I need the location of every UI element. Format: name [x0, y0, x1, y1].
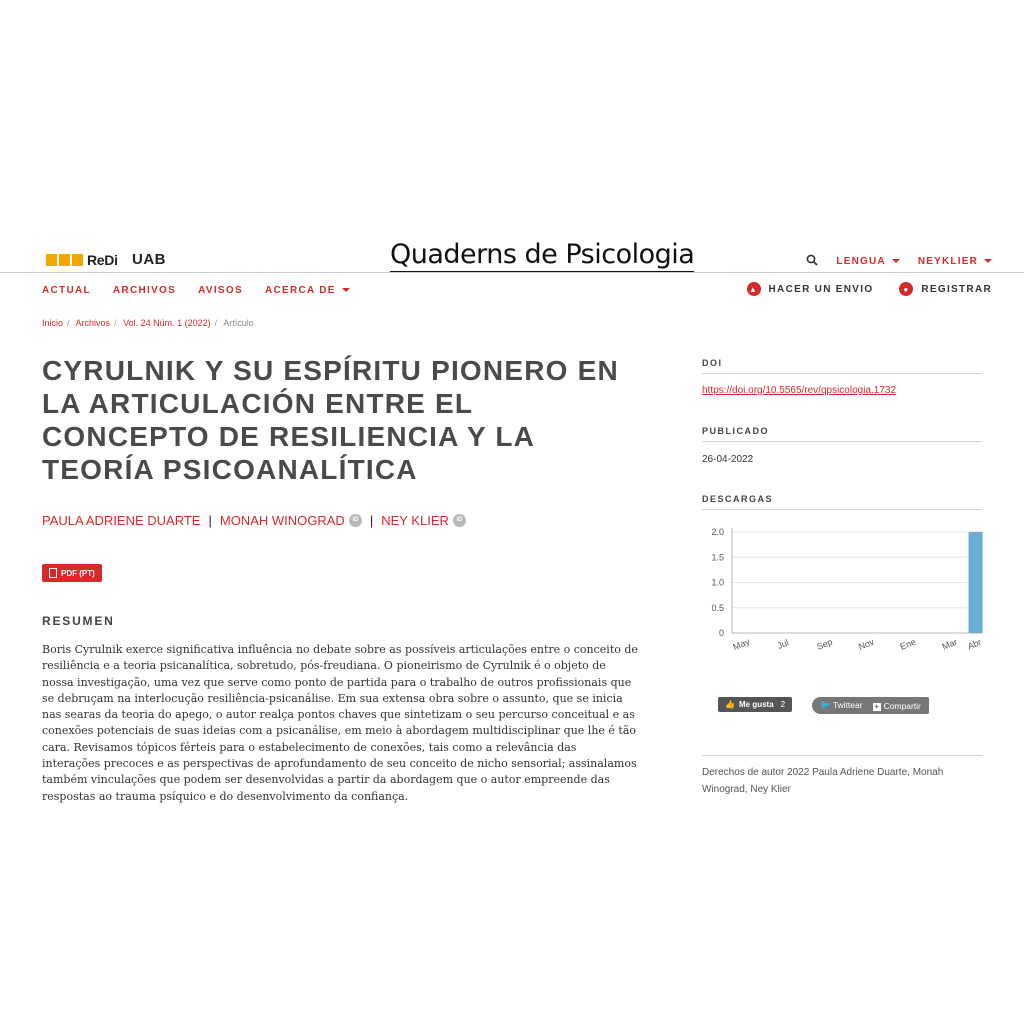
like-count: 2 — [780, 700, 786, 709]
chart-y-tick-label: 0 — [718, 628, 724, 638]
sidebar-divider — [702, 441, 982, 442]
downloads-label: DESCARGAS — [702, 494, 774, 504]
pdf-download-button[interactable] — [42, 564, 102, 582]
thumbs-up-icon: 👍 — [725, 700, 735, 709]
share-button[interactable] — [873, 701, 921, 711]
user-menu[interactable]: NEYKLIER — [918, 256, 992, 267]
pdf-button-label: PDF (PT) — [61, 568, 95, 578]
article-title: CYRULNIK Y SU ESPÍRITU PIONERO EN LA ARTICULACIÓN ENTRE EL CONCEPTO DE RESILIENCIA Y LA TEORÍA PSICOANALÍTICA — [42, 355, 619, 485]
top-right-menu — [806, 254, 992, 269]
doi-link[interactable]: https://doi.org/10.5565/rev/qpsicologia.1732 — [702, 385, 897, 396]
chart-y-tick-label: 2.0 — [711, 527, 724, 537]
search-icon[interactable] — [806, 254, 818, 269]
header-divider — [0, 272, 1024, 273]
abstract-container — [42, 642, 638, 806]
logo-square-icon — [72, 254, 83, 266]
user-icon: ● — [899, 282, 913, 296]
sidebar-divider — [702, 509, 982, 510]
author-name: PAULA ADRIENE DUARTE — [42, 513, 201, 528]
logo-square-icon — [46, 254, 57, 266]
like-label: Me gusta — [738, 700, 774, 709]
downloads-chart — [700, 520, 990, 670]
submit-link[interactable]: HACER UN ENVIO — [768, 283, 874, 295]
main-nav — [42, 285, 350, 296]
sidebar-divider — [702, 755, 982, 756]
author-name: NEY KLIER — [381, 513, 449, 528]
abstract-text: Boris Cyrulnik exerce significativa influência no debate sobre as possíveis articulações entre o conceito de resiliência e a teoria psicanalítica, sobretudo, pós-freudiana. O pioneirismo de Cyrulnik é o objeto de nossa investigação, uma vez que serve como ponto de partida para o trabalho de outros profissionais que se debruçam na interlocução resiliência-psicanálise. Em sua extensa obra sobre o assunto, que se inicia nas searas da teoria do apego, o autor realça pontos chaves que sintetizam o seu percurso conceitual e as conexões potenciais de suas ideias com a psicanálise, em meio à abordagem multidisciplinar que lhe é tão cara. Revisamos tópicos férteis para o estabelecimento de conexões, tais como a relevância das interações precoces e as perspectivas de aprofundamento de seu conceito de nicho sensorial; assinalamos também vinculações que podem ser desenvolvidas a partir da abordagem que o autor empreende das respostas ao trauma psíquico e do desenvolvimento da confiança. — [42, 643, 638, 803]
chart-y-tick-label: 1.5 — [711, 552, 724, 563]
site-title[interactable]: Quaderns de Psicologia — [390, 239, 695, 270]
user-nav — [747, 282, 992, 296]
sidebar-divider — [702, 373, 982, 374]
nav-item-actual[interactable]: ACTUAL — [42, 285, 91, 296]
breadcrumb-issue[interactable]: Vol. 24 Núm. 1 (2022) — [123, 318, 211, 328]
author-name: MONAH WINOGRAD — [219, 513, 345, 528]
tweet-button[interactable] — [820, 700, 863, 711]
breadcrumb-inicio[interactable]: Inicio — [42, 318, 64, 328]
share-label: Compartir — [883, 700, 921, 711]
twitter-bird-icon: 🐦 — [820, 700, 831, 710]
chart-y-tick-label: 1.0 — [711, 577, 724, 588]
submit-icon: ▲ — [747, 282, 761, 296]
nav-item-avisos[interactable]: AVISOS — [198, 285, 243, 296]
published-date: 26-04-2022 — [702, 454, 754, 465]
breadcrumb: Inicio / Archivos / Vol. 24 Núm. 1 (2022) / Artículo — [42, 318, 254, 328]
redi-logo[interactable] — [46, 252, 118, 268]
nav-item-archivos[interactable]: ARCHIVOS — [112, 285, 177, 296]
uab-logo[interactable]: UAB — [132, 251, 166, 268]
chart-x-tick-label: Ene — [898, 636, 918, 652]
pdf-file-icon — [49, 568, 57, 578]
chart-x-tick-label: Jul — [775, 637, 791, 652]
orcid-icon[interactable]: iD — [453, 514, 466, 527]
logo-square-icon — [59, 254, 70, 266]
chart-bar-abr — [969, 532, 983, 633]
author-list: PAULA ADRIENE DUARTE | MONAH WINOGRAD iD | NEY KLIER iD — [42, 513, 466, 528]
chart-x-tick-label: May — [731, 636, 752, 653]
published-label: PUBLICADO — [702, 426, 769, 436]
chart-x-tick-label: Sep — [815, 636, 834, 652]
copyright-text: Derechos de autor 2022 Paula Adriene Duarte, Monah Winograd, Ney Klier — [702, 767, 944, 795]
abstract-heading: RESUMEN — [42, 614, 115, 628]
register-link[interactable]: REGISTRAR — [921, 283, 992, 295]
chart-x-tick-label: Nov — [856, 636, 876, 652]
facebook-like-button[interactable] — [718, 697, 792, 712]
doi-label: DOI — [702, 358, 723, 368]
nav-item-acerca-de[interactable]: ACERCA DE — [265, 285, 350, 296]
orcid-icon[interactable]: iD — [349, 514, 362, 527]
language-menu[interactable]: LENGUA — [836, 256, 899, 267]
chart-x-tick-label: Abr — [966, 636, 983, 652]
breadcrumb-current: Artículo — [223, 318, 254, 328]
breadcrumb-archivos[interactable]: Archivos — [75, 318, 111, 328]
chart-x-tick-label: Mar — [940, 636, 959, 652]
tweet-label: Twittear — [832, 700, 863, 710]
chart-y-tick-label: 0.5 — [711, 602, 724, 613]
share-bar — [812, 697, 929, 714]
redi-logo-text: ReDi — [87, 252, 118, 268]
plus-icon: + — [874, 701, 879, 711]
